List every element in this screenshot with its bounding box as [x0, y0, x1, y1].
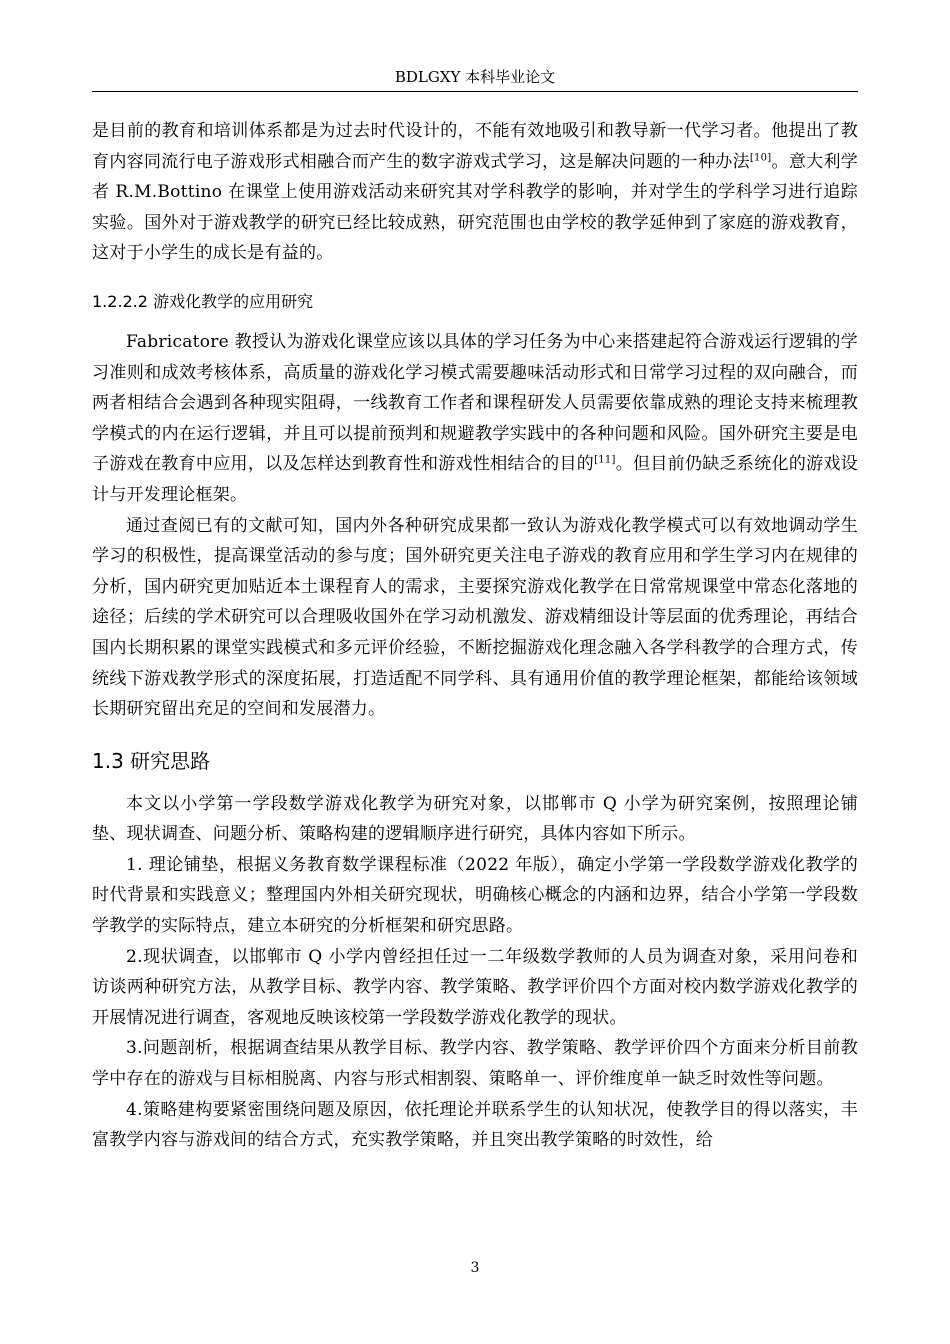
paragraph-step-2: 2.现状调查，以邯郸市 Q 小学内曾经担任过一二年级数学教师的人员为调查对象，采用问卷和访谈两种研究方法，从教学目标、教学内容、教学策略、教学评价四个方面对校内数学游戏化教学的开展情况进行调查，客观地反映该校第一学段数学游戏化教学的现状。 [92, 946, 858, 1028]
section-heading-1-3: 1.3 研究思路 [92, 748, 211, 773]
paragraph-text: 。意大利学者 R.M.Bottino 在课堂上使用游戏活动来研究其对学科教学的影响，并对学生的学科学习进行追踪实验。国外对于游戏教学的研究已经比较成熟，研究范围也由学校的教学延伸到了家庭的游戏教育，这对于小学生的成长是有益的。 [92, 151, 859, 264]
paragraph-text: Fabricatore 教授认为游戏化课堂应该以具体的学习任务为中心来搭建起符合游戏运行逻辑的学习准则和成效考核体系，高质量的游戏化学习模式需要趣味活动形式和日常学习过程的双向融合，而两者相结合会遇到各种现实阻碍，一线教育工作者和课程研发人员需要依靠成熟的理论支持来梳理教学模式的内在运行逻辑，并且可以提前预判和规避教学实践中的各种问题和风险。国外研究主要是电子游戏在教育中应用，以及怎样达到教育性和游戏性相结合的目的 [92, 331, 858, 475]
paragraph-text: 。但目前仍缺乏系统化的游戏设计与开发理论框架。 [92, 454, 859, 505]
paragraph-text: 是目前的教育和培训体系都是为过去时代设计的，不能有效地吸引和教导新一代学习者。他提出了教育内容同流行电子游戏形式相融合而产生的数字游戏式学习，这是解决问题的一种办法 [92, 121, 858, 172]
page-number: 3 [470, 1260, 480, 1276]
running-header: BDLGXY 本科毕业论文 [394, 68, 556, 86]
paragraph-continued [92, 116, 858, 269]
citation-ref[interactable]: [11] [594, 454, 616, 466]
paragraph-step-3: 3.问题剖析，根据调查结果从教学目标、教学内容、教学策略、教学评价四个方面来分析目前教学中存在的游戏与目标相脱离、内容与形式相割裂、策略单一、评价维度单一缺乏时效性等问题。 [92, 1038, 858, 1090]
paragraph-step-1: 1. 理论铺垫，根据义务教育数学课程标准（2022 年版），确定小学第一学段数学游戏化教学的时代背景和实践意义；整理国内外相关研究现状，明确核心概念的内涵和边界，结合小学第一学段数学教学的实际特点，建立本研究的分析框架和研究思路。 [92, 854, 858, 937]
paragraph-fabricatore [92, 327, 858, 511]
paragraph-step-4: 4.策略建构要紧密围绕问题及原因，依托理论并联系学生的认知状况，使教学目的得以落实，丰富教学内容与游戏间的结合方式，充实教学策略，并且突出教学策略的时效性，给 [92, 1099, 858, 1151]
page-body [92, 116, 858, 1156]
paragraph-summary: 通过查阅已有的文献可知，国内外各种研究成果都一致认为游戏化教学模式可以有效地调动学生学习的积极性，提高课堂活动的参与度；国外研究更关注电子游戏的教育应用和学生学习内在规律的分析，国内研究更加贴近本土课程育人的需求，主要探究游戏化教学在日常常规课堂中常态化落地的途径；后续的学术研究可以合理吸收国外在学习动机激发、游戏精细设计等层面的优秀理论，再结合国内长期积累的课堂实践模式和多元评价经验，不断挖掘游戏化理念融入各学科教学的合理方式，传统线下游戏教学形式的深度拓展，打造适配不同学科、具有通用价值的教学理论框架，都能给该领域长期研究留出充足的空间和发展潜力。 [92, 515, 858, 720]
header-rule [92, 91, 858, 92]
paragraph-intro: 本文以小学第一学段数学游戏化教学为研究对象，以邯郸市 Q 小学为研究案例，按照理论铺垫、现状调查、问题分析、策略构建的逻辑顺序进行研究，具体内容如下所示。 [92, 793, 858, 845]
section-heading-1-2-2-2: 1.2.2.2 游戏化教学的应用研究 [92, 291, 314, 311]
citation-ref[interactable]: [10] [749, 151, 772, 163]
